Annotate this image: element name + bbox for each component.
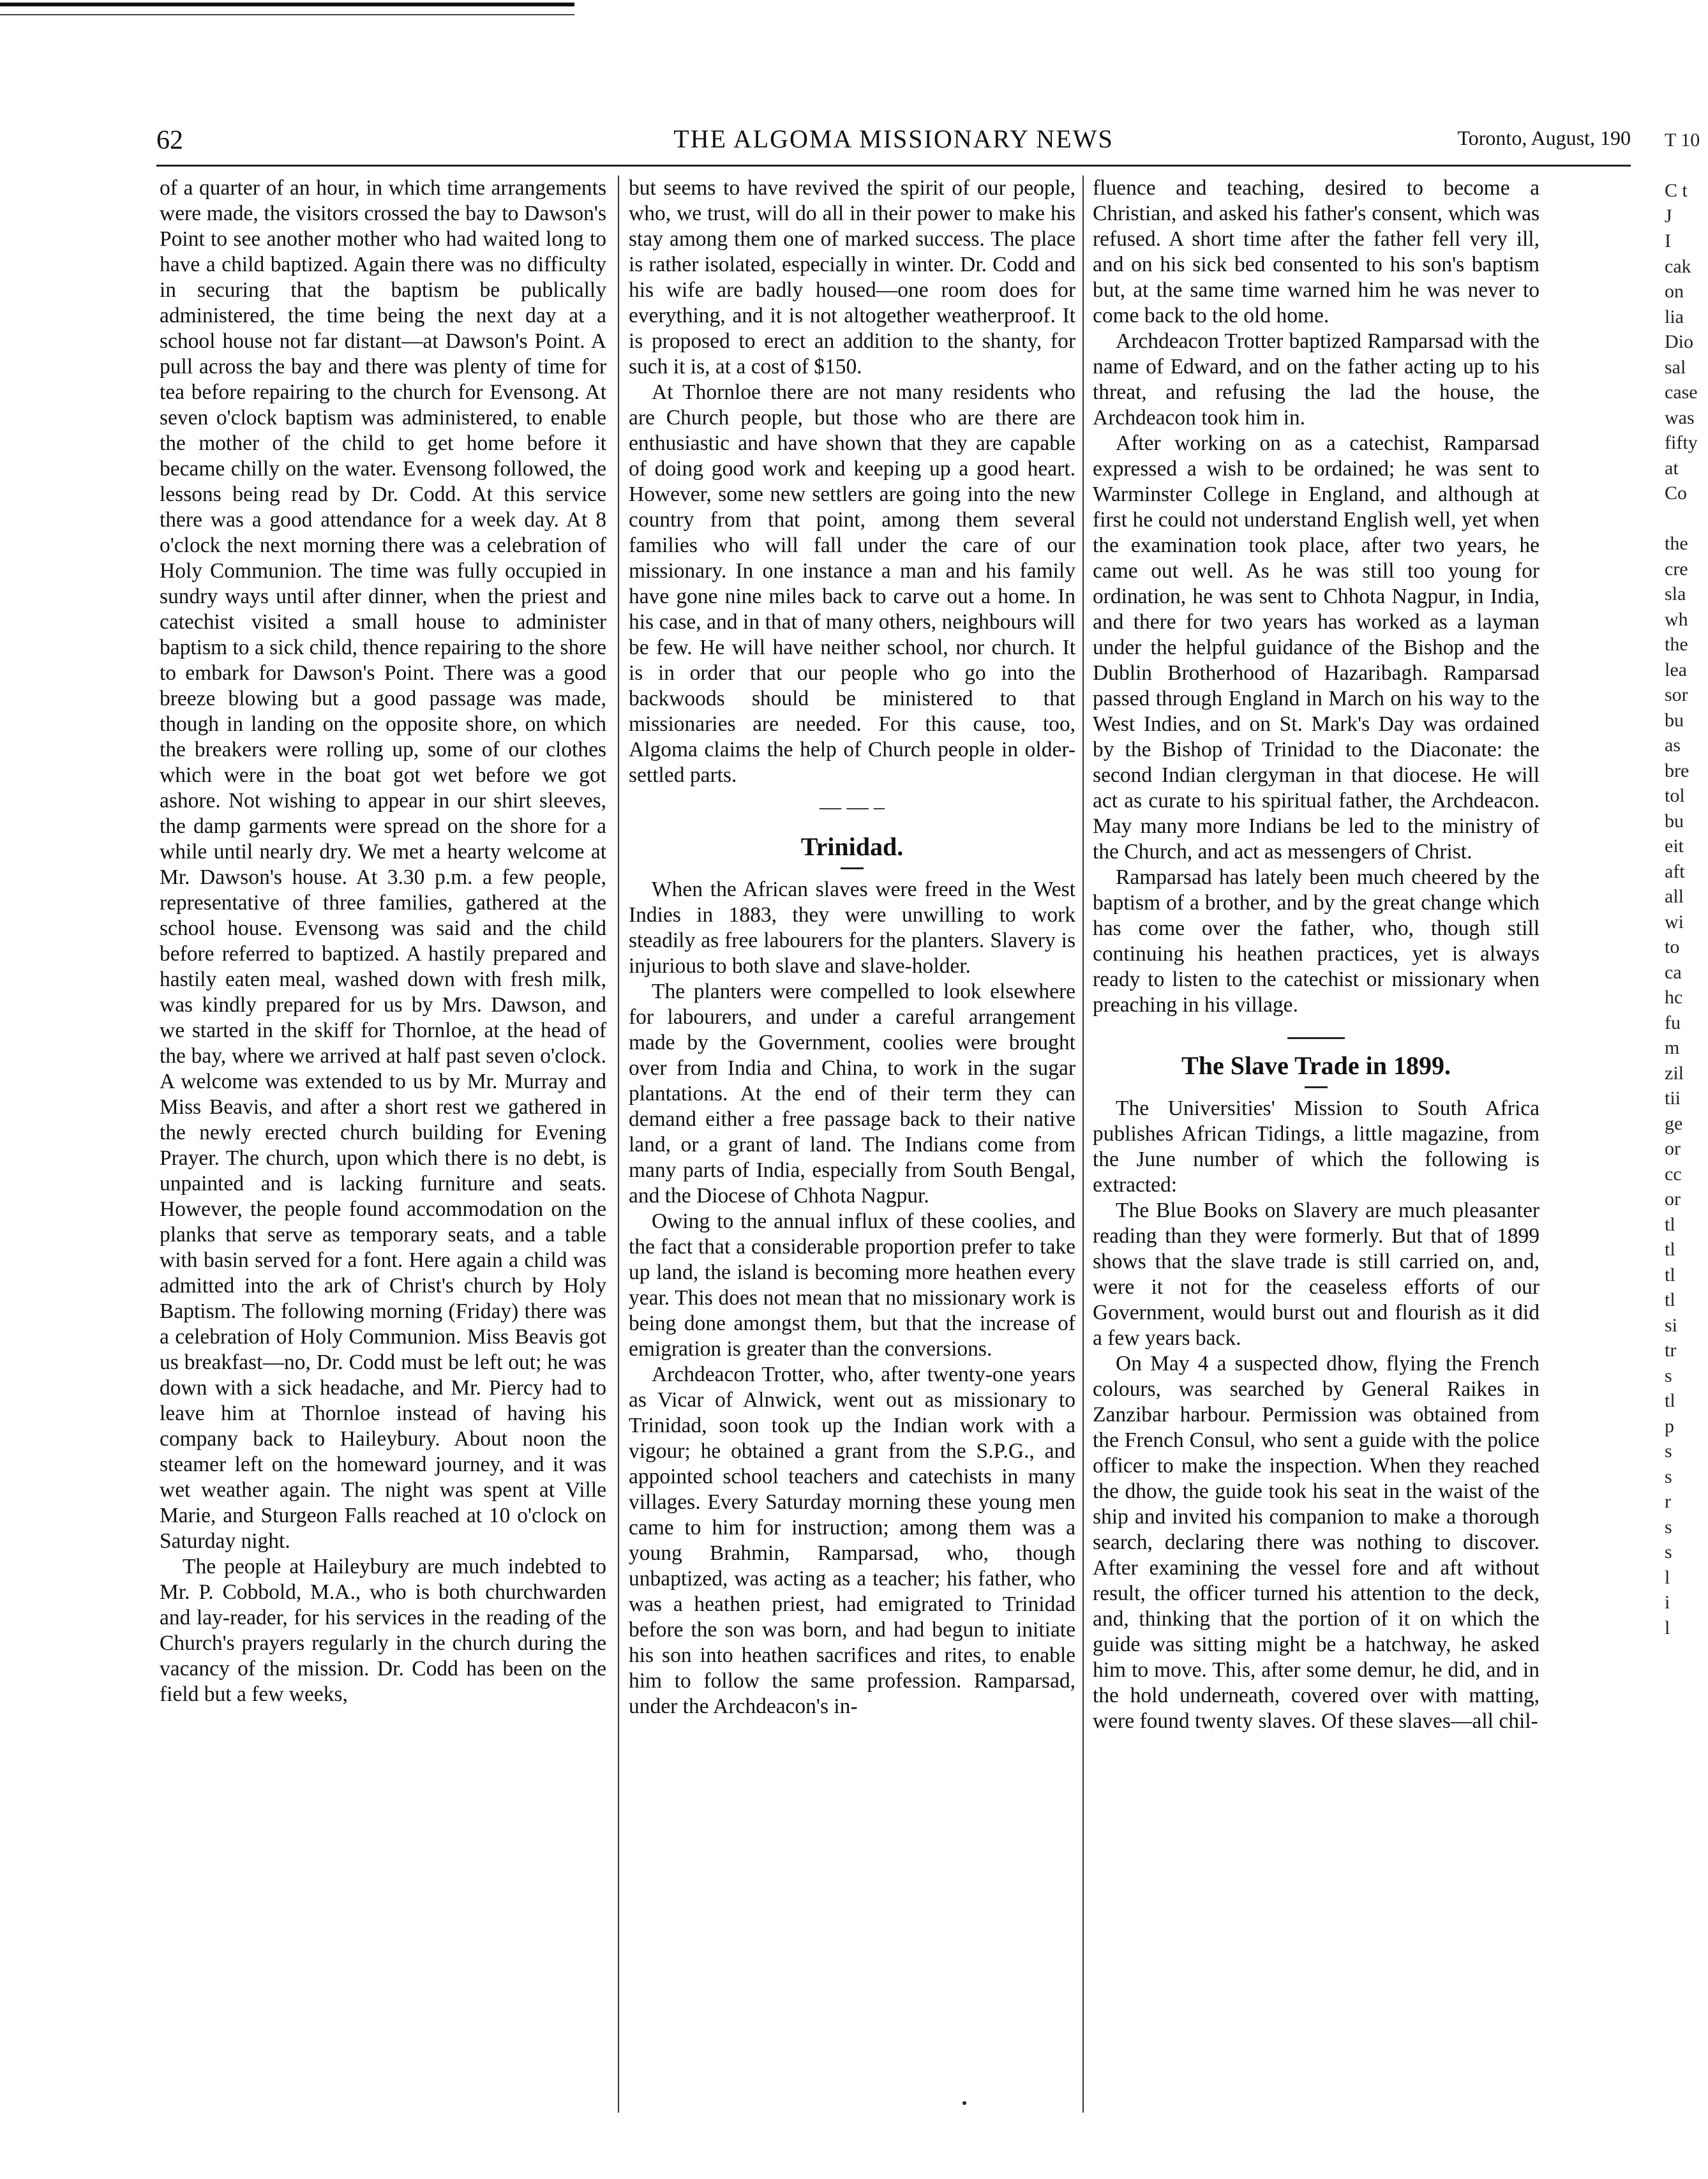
paragraph: Owing to the annual influx of these coolies, and the fact that a considerable proportion prefer to take up land, the island is becoming more heathen every year. This does not mean that no missionary work is being done amongst them, but that the increase of emigration is greater than the conversions. [629, 1209, 1075, 1361]
title-rule [1305, 1086, 1328, 1088]
paragraph: The Universities' Mission to South Africa publishes African Tidings, a little magazine, from the June number of which the following is extracted: [1093, 1097, 1539, 1197]
edge-fragment: or [1665, 1138, 1681, 1159]
edge-fragment: tl [1665, 1289, 1675, 1310]
edge-fragment: bu [1665, 810, 1684, 832]
edge-fragment: bre [1665, 760, 1689, 781]
edge-fragment: eit [1665, 835, 1684, 857]
edge-fragment: p [1665, 1415, 1674, 1437]
paragraph: but seems to have revived the spirit of our people, who, we trust, will do all in their power to make his stay among them one of marked success. The place is rather isolated, especially in winter. Dr. Codd and his wife are badly housed—one room does for everything, and it is not altogether weatherproof. It is proposed to erect an addition to the shanty, for such it is, at a cost of $150. [629, 176, 1075, 378]
edge-fragment: lia [1665, 306, 1684, 327]
edge-fragment: to [1665, 936, 1680, 957]
edge-fragment: the [1665, 634, 1688, 655]
paragraph: When the African slaves were freed in the West Indies in 1883, they were unwilling to work steadily as free labourers for the planters. Slavery is injurious to both slave and slave-holder. [629, 878, 1075, 978]
paragraph: On May 4 a suspected dhow, flying the French colours, was searched by General Raikes in Zanzibar harbour. Permission was obtained from the French Consul, who sent a guide with the police officer to make the inspection. When they reached the dhow, the guide took his seat in the waist of the ship and invited his companion to make a thorough search, declaring there was nothing to discover. After examining the vessel fore and aft without result, the officer turned his attention to the deck, and, thinking that the portion of it on which the guide was sitting might be a hatchway, he asked him to move. This, after some demur, he did, and in the hold underneath, covered over with matting, were found twenty slaves. Of these slaves—all chil- [1093, 1352, 1539, 1733]
edge-fragment: cc [1665, 1163, 1682, 1185]
edge-fragment: aft [1665, 860, 1685, 882]
top-scan-rule-thin [0, 14, 574, 15]
edge-fragment: tol [1665, 785, 1685, 806]
edge-fragment: sal [1665, 356, 1686, 378]
paragraph: At Thornloe there are not many residents who are Church people, but those who are there are enthusiastic and have shown that they are capable of doing good work and keeping up a good heart. However, some new settlers are going into the new country from that point, among them several families who will fall under the care of our missionary. In one instance a man and his family have gone nine miles back to carve out a home. In his case, and in that of many others, neighbours will be few. He will have neither school, nor church. It is in order that our people who go into the backwoods should be ministered to that missionaries are needed. For this cause, too, Algoma claims the help of Church people in older-settled parts. [629, 380, 1075, 787]
edge-fragment: sla [1665, 583, 1686, 604]
edge-fragment: fifty [1665, 432, 1698, 453]
edge-fragment: l [1665, 1617, 1670, 1638]
edge-fragment: s [1665, 1465, 1672, 1487]
edge-fragment: zil [1665, 1062, 1684, 1084]
column-3 [1093, 176, 1539, 1734]
edge-fragment: i [1665, 1592, 1670, 1613]
edge-fragment: J [1665, 205, 1672, 227]
column-1 [160, 176, 606, 1707]
edge-fragment: r [1665, 1491, 1671, 1512]
edge-fragment: si [1665, 1314, 1678, 1336]
edge-fragment: cre [1665, 558, 1688, 580]
edge-fragment: C t [1665, 180, 1688, 201]
column-divider [1082, 176, 1084, 2113]
title-rule [841, 867, 864, 869]
edge-fragment [1665, 153, 1703, 179]
section-title-trinidad: Trinidad. [800, 832, 904, 861]
edge-fragment: Co [1665, 483, 1688, 504]
column-divider [618, 176, 619, 2113]
edge-fragment: case [1665, 382, 1698, 403]
edge-fragment: tl [1665, 1264, 1675, 1285]
edge-fragment: s [1665, 1541, 1672, 1562]
page-number: 62 [156, 126, 183, 155]
paragraph: Ramparsad has lately been much cheered by the baptism of a brother, and by the great change which has come over the father, who, though still continuing his heathen practices, yet is always ready to listen to the catechist or missionary when preaching in his village. [1093, 865, 1539, 1017]
edge-fragment [1665, 506, 1703, 532]
publication-title: THE ALGOMA MISSIONARY NEWS [673, 124, 1114, 153]
edge-fragment: tl [1665, 1390, 1675, 1411]
edge-fragment: the [1665, 533, 1688, 554]
edge-fragment: or [1665, 1188, 1681, 1209]
edge-fragment: ca [1665, 961, 1682, 983]
edge-fragment: cak [1665, 255, 1691, 277]
edge-fragment: tii [1665, 1088, 1681, 1109]
edge-fragment: bu [1665, 709, 1684, 731]
edge-fragment: lea [1665, 659, 1687, 680]
header-rule [156, 165, 1631, 167]
edge-fragment: I [1665, 230, 1671, 251]
paragraph: fluence and teaching, desired to become a Christian, and asked his father's consent, which was refused. A short time after the father fell very ill, and on his sick bed consented to his son's baptism but, at the same time warned him he was never to come back to the old home. [1093, 176, 1539, 327]
edge-fragment: s [1665, 1441, 1672, 1462]
edge-fragment: T 10 [1665, 130, 1700, 151]
edge-fragment: all [1665, 886, 1684, 907]
edge-fragment: s [1665, 1516, 1672, 1538]
page-header [156, 120, 1631, 165]
paragraph: Archdeacon Trotter baptized Ramparsad with the name of Edward, and on the father acting up to his threat, and refusing the lad the house, the Archdeacon took him in. [1093, 329, 1539, 430]
column-2 [629, 176, 1075, 1719]
edge-fragment: wh [1665, 608, 1688, 630]
paragraph: The planters were compelled to look elsewhere for labourers, and under a careful arrangement made by the Government, coolies were brought over from India and China, to work in the sugar plantations. At the end of their term they can demand either a free passage back to their native land, or a grant of land. The Indians come from many parts of India, especially from South Bengal, and the Diocese of Chhota Nagpur. [629, 980, 1075, 1208]
section-title-slave-trade: The Slave Trade in 1899. [1181, 1051, 1451, 1080]
paragraph: The Blue Books on Slavery are much pleasanter reading than they were formerly. But that of 1899 shows that the slave trade is still carried on, and, were it not for the ceaseless efforts of our Government, would burst out and flourish as it did a few years back. [1093, 1199, 1539, 1350]
edge-fragment: m [1665, 1037, 1680, 1058]
edge-fragment: was [1665, 407, 1695, 428]
edge-fragment: fu [1665, 1012, 1681, 1033]
edge-fragment: as [1665, 735, 1681, 756]
edge-fragment: on [1665, 281, 1684, 302]
edge-fragment: tr [1665, 1340, 1677, 1361]
adjacent-page-edge [1665, 128, 1703, 1640]
section-separator: — — – [820, 795, 885, 819]
edge-fragment: sor [1665, 684, 1688, 705]
edge-fragment: hc [1665, 987, 1683, 1008]
edge-fragment: ge [1665, 1112, 1683, 1134]
issue-date: Toronto, August, 190 [1457, 126, 1631, 149]
paragraph: of a quarter of an hour, in which time arrangements were made, the visitors crossed the bay to Dawson's Point to see another mother who had waited long to have a child baptized. Again there was no difficulty in securing that the baptism be publically administered, the time being the next day at a school house not far distant—at Dawson's Point. A pull across the bay and there was plenty of time for tea before repairing to the church for Evensong. At seven o'clock baptism was administered, to enable the mother of the child to get home before it became chilly on the water. Evensong followed, the lessons being read by Dr. Codd. At this service there was a good attendance for a week day. At 8 o'clock the next morning there was a celebration of Holy Communion. The time was fully occupied in sundry ways until after dinner, when the priest and catechist visited a small house to administer baptism to a sick child, thence repairing to the shore to embark for Dawson's Point. There was a good breeze blowing but a good passage was made, though in landing on the opposite shore, on which the breakers were rolling up, some of our clothes which were in the boat got wet before we got ashore. Not wishing to appear in our shirt sleeves, the damp garments were spread on the shore for a while until nearly dry. We met a hearty welcome at Mr. Dawson's house. At 3.30 p.m. a few people, representative of three families, gathered at the school house. Evensong was said and the child before referred to baptized. A hastily prepared and hastily eaten meal, washed down with fresh milk, was kindly prepared for us by Mrs. Dawson, and we started in the skiff for Thornloe, at the head of the bay, where we arrived at half past seven o'clock. A welcome was extended to us by Mr. Murray and Miss Beavis, and after a short rest we gathered in the newly erected church building for Evening Prayer. The church, upon which there is no debt, is unpainted and is lacking furniture and seats. However, the people found accommodation on the planks that serve as temporary seats, and a table with basin served for a font. Here again a child was admitted into the ark of Christ's church by Holy Baptism. The following morning (Friday) there was a celebration of Holy Communion. Miss Beavis got us breakfast—no, Dr. Codd must be left out; he was down with a sick headache, and Mr. Piercy had to leave him at Thornloe instead of having his company back to Haileybury. About noon the steamer left on the homeward journey, and it was wet weather again. The night was spent at Ville Marie, and Sturgeon Falls reached at 10 o'clock on Saturday night. [160, 176, 606, 1553]
edge-fragment: tl [1665, 1239, 1675, 1260]
edge-fragment: tl [1665, 1213, 1675, 1235]
edge-fragment: s [1665, 1365, 1672, 1386]
paragraph: Archdeacon Trotter, who, after twenty-one years as Vicar of Alnwick, went out as missionary to Trinidad, soon took up the Indian work with a vigour; he obtained a grant from the S.P.G., and appointed school teachers and catechists in many villages. Every Saturday morning these young men came to him for instruction; among them was a young Brahmin, Ramparsad, who, though unbaptized, was acting as a teacher; his father, who was a heathen priest, had emigrated to Trinidad before the son was born, and had begun to initiate his son into heathen sacrifices and rites, to enable him to follow the same profession. Ramparsad, under the Archdeacon's in- [629, 1363, 1075, 1718]
top-scan-rule [0, 3, 574, 6]
edge-fragment: at [1665, 457, 1679, 479]
print-mark [963, 2101, 966, 2105]
edge-fragment: l [1665, 1566, 1670, 1588]
edge-fragment: Dio [1665, 331, 1693, 352]
paragraph: After working on as a catechist, Ramparsad expressed a wish to be ordained; he was sent to Warminster College in England, and although at first he could not understand English well, yet when the examination took place, after two years, he came out well. As he was still too young for ordination, he was sent to Chhota Nagpur, in India, and there for two years has worked as a layman under the helpful guidance of the Bishop and the Dublin Brotherhood of Hazaribagh. Ramparsad passed through England in March on his way to the West Indies, and on St. Mark's Day was ordained by the Bishop of Trinidad to the Diaconate: the second Indian clergyman in that diocese. He will act as curate to his spiritual father, the Archdeacon. May many more Indians be led to the ministry of the Church, and act as messengers of Christ. [1093, 431, 1539, 864]
edge-fragment: wi [1665, 911, 1684, 932]
paragraph: The people at Haileybury are much indebted to Mr. P. Cobbold, M.A., who is both churchwarden and lay-reader, for his services in the reading of the Church's prayers regularly in the church during the vacancy of the mission. Dr. Codd has been on the field but a few weeks, [160, 1555, 606, 1706]
section-separator [1287, 1037, 1345, 1039]
